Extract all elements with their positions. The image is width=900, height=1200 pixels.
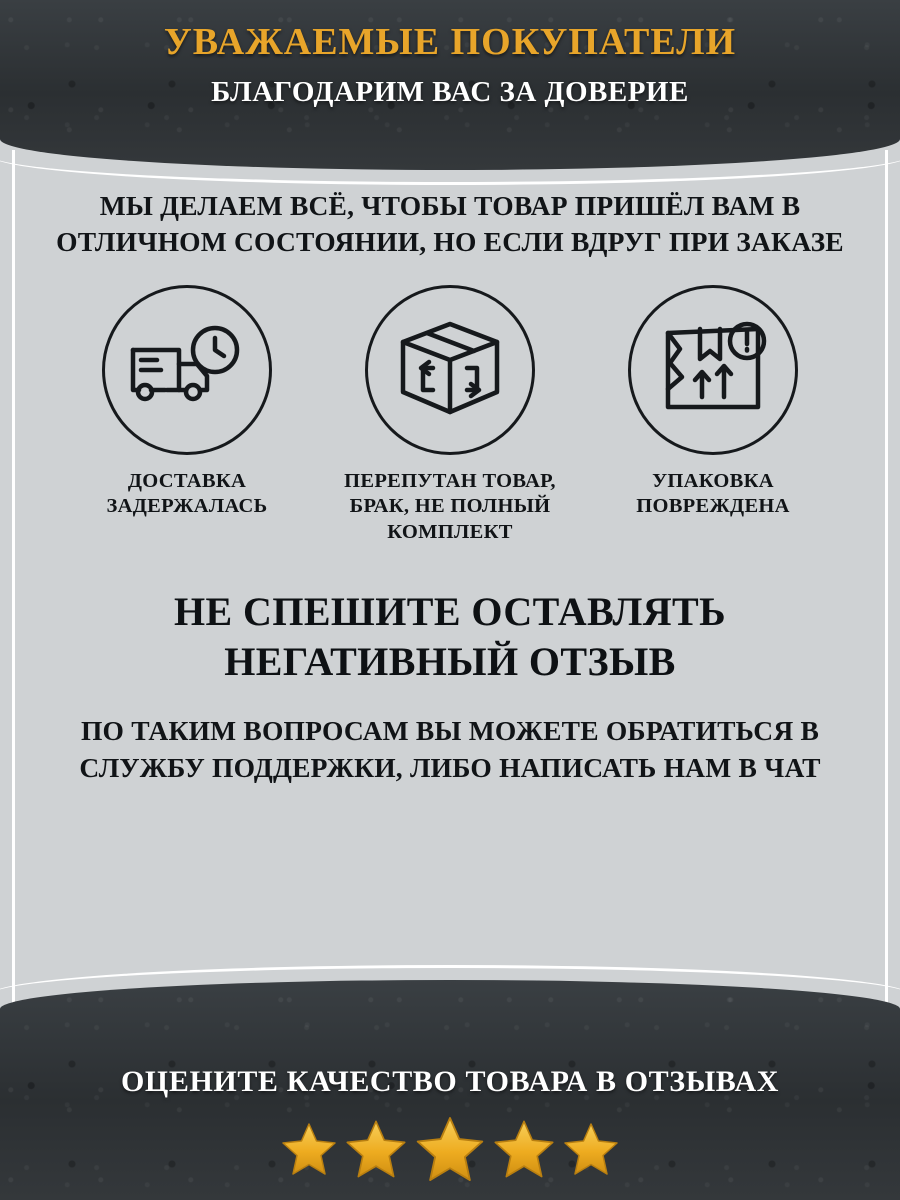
issue-item-delivery <box>62 285 312 520</box>
delivery-truck-clock-icon <box>102 285 272 455</box>
right-vertical-rule <box>885 150 888 1004</box>
issue-item-wrong-item <box>325 285 575 546</box>
star-icon[interactable] <box>492 1118 556 1180</box>
footer-block <box>0 1064 900 1200</box>
header-subtitle: БЛАГОДАРИМ ВАС ЗА ДОВЕРИЕ <box>211 75 689 108</box>
main-statement: НЕ СПЕШИТЕ ОСТАВЛЯТЬ НЕГАТИВНЫЙ ОТЗЫВ <box>174 589 726 685</box>
main-content <box>30 188 870 786</box>
star-icon[interactable] <box>280 1121 338 1177</box>
issue-caption: УПАКОВКА ПОВРЕЖДЕНА <box>636 469 790 518</box>
issue-caption: ПЕРЕПУТАН ТОВАР, БРАК, НЕ ПОЛНЫЙ КОМПЛЕКТ <box>344 469 556 543</box>
intro-text: МЫ ДЕЛАЕМ ВСЁ, ЧТОБЫ ТОВАР ПРИШЁЛ ВАМ В ОТЛИЧНОМ СОСТОЯНИИ, НО ЕСЛИ ВДРУГ ПРИ ЗАКАЗЕ <box>56 190 844 258</box>
issues-row <box>30 285 870 546</box>
left-vertical-rule <box>12 150 15 1004</box>
star-icon[interactable] <box>562 1121 620 1177</box>
footer-title: ОЦЕНИТЕ КАЧЕСТВО ТОВАРА В ОТЗЫВАХ <box>120 1065 780 1098</box>
box-exchange-arrows-icon <box>365 285 535 455</box>
header-block <box>0 0 900 109</box>
issue-caption: ДОСТАВКА ЗАДЕРЖАЛАСЬ <box>106 469 268 518</box>
issue-item-damaged-package <box>588 285 838 520</box>
page-title: УВАЖАЕМЫЕ ПОКУПАТЕЛИ <box>163 21 737 63</box>
support-instructions: ПО ТАКИМ ВОПРОСАМ ВЫ МОЖЕТЕ ОБРАТИТЬСЯ В СЛУЖБУ ПОДДЕРЖКИ, ЛИБО НАПИСАТЬ НАМ В ЧАТ <box>79 715 821 783</box>
star-icon[interactable] <box>414 1114 486 1184</box>
damaged-package-warning-icon <box>628 285 798 455</box>
rating-stars[interactable] <box>0 1114 900 1184</box>
star-icon[interactable] <box>344 1118 408 1180</box>
